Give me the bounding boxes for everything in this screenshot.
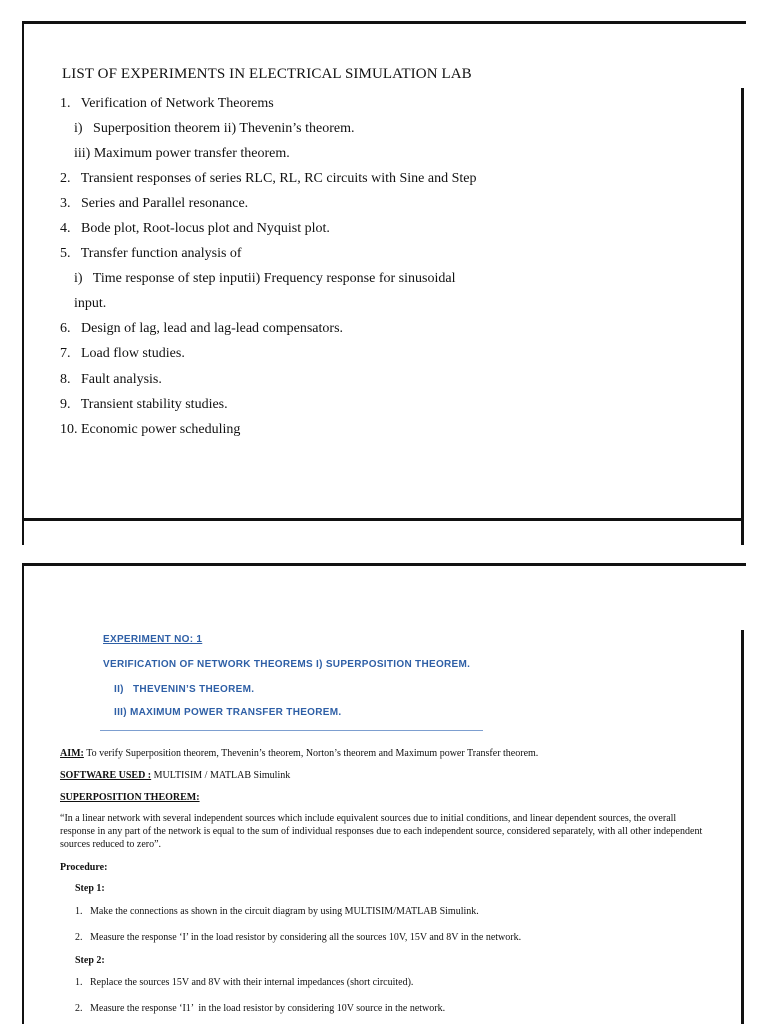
list-item: i) Superposition theorem ii) Thevenin’s theorem. — [74, 121, 355, 136]
superposition-heading: SUPERPOSITION THEOREM: — [60, 792, 200, 803]
list-item: 8. Fault analysis. — [60, 372, 162, 387]
page1-top-border — [22, 21, 746, 24]
list-item: 5. Transfer function analysis of — [60, 246, 242, 261]
step1-label: Step 1: — [75, 883, 105, 894]
list-item: 4. Bode plot, Root-locus plot and Nyquist plot. — [60, 221, 330, 236]
aim-label: AIM: — [60, 748, 84, 759]
experiment-number: EXPERIMENT NO: 1 — [103, 634, 203, 645]
experiment-heading: VERIFICATION OF NETWORK THEOREMS I) SUPERPOSITION THEOREM. — [103, 659, 471, 670]
list-item: 9. Transient stability studies. — [60, 397, 228, 412]
definition-paragraph: “In a linear network with several independent sources which include equivalent sources due to initial conditions, and linear dependent sources, the overall response in any part of the network is equal to the sum of individual responses due to each independent source, considered separately, with all other independent sources reduced to zero”. — [60, 813, 703, 850]
list-item: 1. Verification of Network Theorems — [60, 96, 274, 111]
list-item: 2. Transient responses of series RLC, RL, RC circuits with Sine and Step — [60, 171, 477, 186]
page-title: LIST OF EXPERIMENTS IN ELECTRICAL SIMULATION LAB — [62, 66, 472, 82]
page1-right-border — [741, 88, 744, 545]
software-line — [60, 770, 290, 781]
aim-line — [60, 748, 538, 759]
list-item: i) Time response of step inputii) Frequency response for sinusoidal — [74, 271, 456, 286]
list-item: 3. Series and Parallel resonance. — [60, 196, 249, 211]
list-item: 10. Economic power scheduling — [60, 422, 241, 437]
page-2 — [0, 545, 768, 1024]
aim-text: To verify Superposition theorem, Thevenin’s theorem, Norton’s theorem and Maximum power Transfer theorem. — [83, 748, 539, 759]
page2-left-border — [22, 563, 24, 1024]
procedure-label: Procedure: — [60, 862, 108, 873]
page2-right-border — [741, 630, 744, 1024]
page1-bottom-border — [22, 518, 744, 521]
list-item: iii) Maximum power transfer theorem. — [74, 146, 290, 161]
list-item: 6. Design of lag, lead and lag-lead compensators. — [60, 321, 344, 336]
list-item: input. — [74, 296, 107, 311]
experiment-heading: II) THEVENIN’S THEOREM. — [114, 684, 255, 695]
list-item: 2. Measure the response ‘I1’ in the load resistor by considering 10V source in the network. — [75, 1003, 446, 1014]
software-text: MULTISIM / MATLAB Simulink — [151, 770, 291, 781]
page1-left-border — [22, 21, 24, 545]
list-item: 2. Measure the response ‘I’ in the load resistor by considering all the sources 10V, 15V and 8V in the network. — [75, 932, 522, 943]
experiment-heading: III) MAXIMUM POWER TRANSFER THEOREM. — [114, 707, 342, 718]
list-item: 1. Make the connections as shown in the circuit diagram by using MULTISIM/MATLAB Simulink. — [75, 906, 479, 917]
list-item: 7. Load flow studies. — [60, 346, 185, 361]
step2-label: Step 2: — [75, 955, 105, 966]
page2-top-border — [22, 563, 746, 566]
heading-divider — [100, 730, 483, 731]
software-label: SOFTWARE USED : — [60, 770, 152, 781]
list-item: 1. Replace the sources 15V and 8V with their internal impedances (short circuited). — [75, 977, 414, 988]
